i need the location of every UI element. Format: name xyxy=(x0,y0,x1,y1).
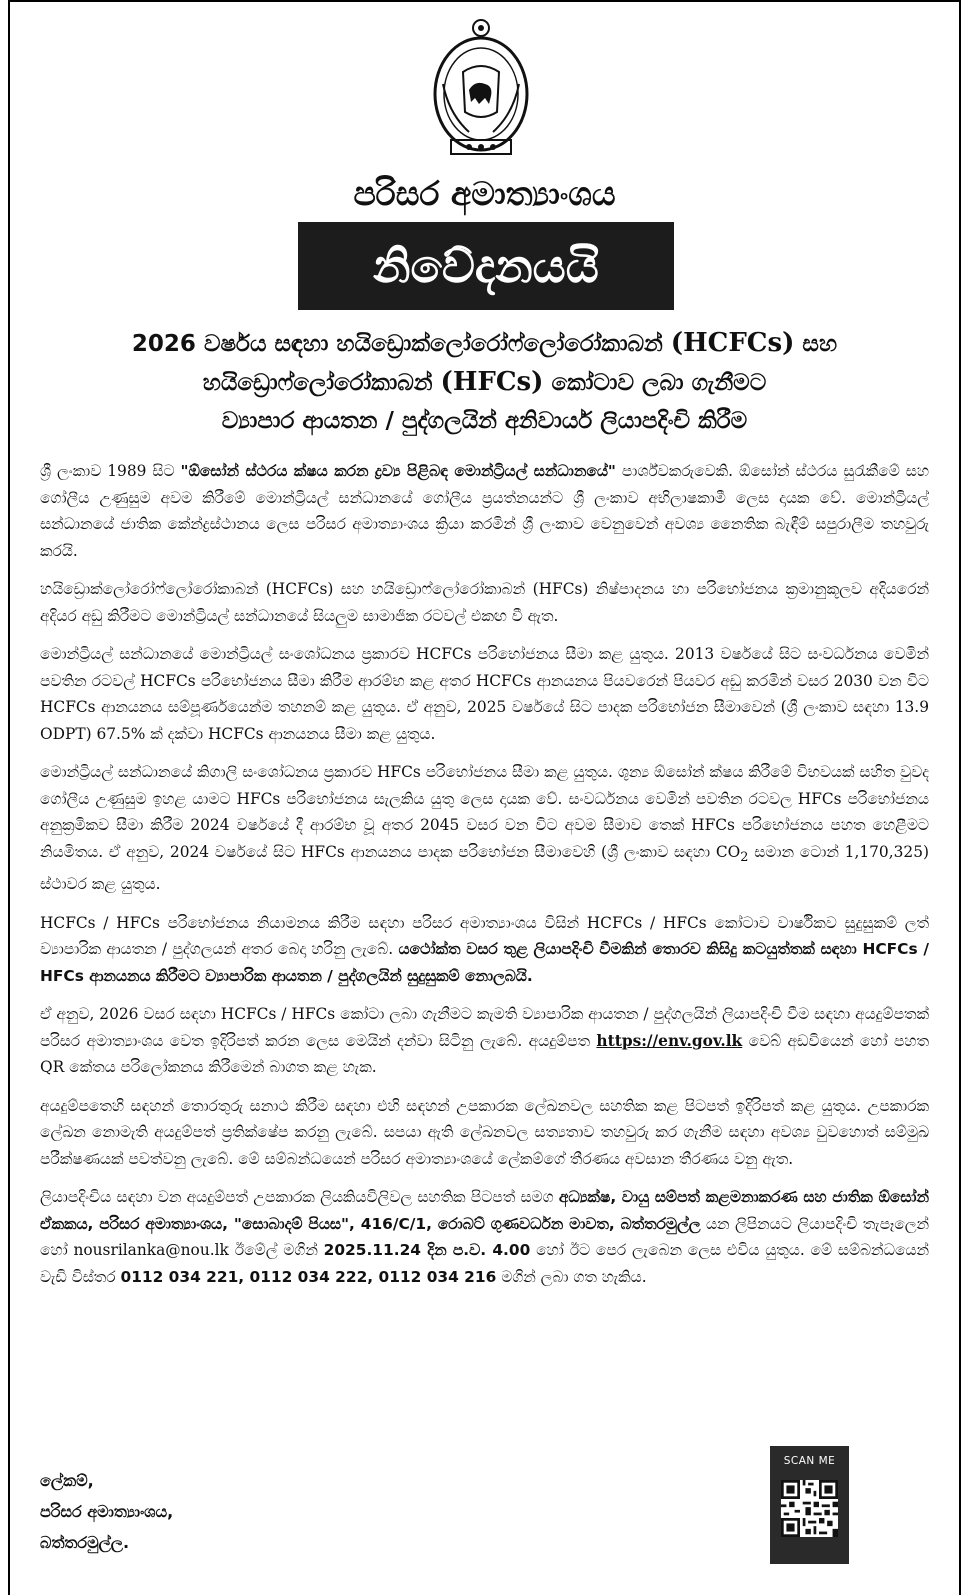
signature-location: බත්තරමුල්ල. xyxy=(40,1533,130,1552)
paragraph-2: හයිඩ්‍රොක්ලෝරෝෆ්ලෝරෝකාබන් (HCFCs) සහ හයිඩ්‍රොෆ්ලෝරෝකාබන් (HFCs) නිෂ්පාදනය හා පරිභෝජනය ක්‍රමානුකූලව අදියරෙන් අදියර අඩු කිරීමට මොන්ට්‍රියල් සන්ධානයේ සියලුම සාමාජික රටවල් එකඟ වී ඇත. xyxy=(40,580,929,625)
qr-code-icon xyxy=(781,1480,838,1537)
notice-banner: නිවේදනයයි xyxy=(298,222,674,310)
national-emblem-icon xyxy=(429,14,533,162)
signature-ministry: පරිසර අමාත්‍යාංශය, xyxy=(40,1502,174,1521)
headline-line-1: 2026 වර්ෂය සඳහා හයිඩ්‍රොක්ලෝරෝෆ්ලෝරෝකාබන් (HCFCs) සහ xyxy=(131,328,838,358)
paragraph-3: මොන්ට්‍රියල් සන්ධානයේ මොන්ට්‍රියල් සංශෝධනය ප්‍රකාරව HCFCs පරිභෝජනය සීමා කළ යුතුය. 2013 වර්ෂයේ සිට සංවර්ධනය වෙමින් පවතින රටවල් HCFCs පරිභෝජනය සීමා කිරීම ආරම්භ කළ අතර HCFCs ආනයනය පියවරෙන් පියවර අඩු කරමින් වසර 2030 වන විට HCFCs ආනයනය සම්පූර්ණයෙන්ම තහනම් කළ යුතුය. ඒ අනුව, 2025 වර්ෂයේ සිට පාදක පරිභෝජන සීමාවෙන් (ශ්‍රී ලංකාව සඳහා 13.9 ODPT) 67.5% ක් දක්වා HCFCs ආනයනය සීමා කළ යුතුය. xyxy=(40,645,929,743)
paragraph-7: අයදුම්පතෙහි සඳහන් තොරතුරු සනාථ කිරීම සඳහා එහි සඳහන් උපකාරක ලේඛනවල සහතික කළ පිටපත් ඉදිරිපත් කළ යුතුය. උපකාරක ලේඛන නොමැති අයදුම්පත් ප්‍රතික්ෂේප කරනු ලැබේ. සපයා ඇති ලේඛනවල සත්‍යතාව තහවුරු කර ගැනීම සඳහා අවශ්‍ය වුවහොත් සම්මුඛ පරීක්ෂණයක් පවත්වනු ලැබේ. මේ සම්බන්ධයෙන් පරිසර අමාත්‍යාංශයේ ලේකම්ගේ තීරණය අවසාන තීරණය වනු ඇත. xyxy=(40,1096,929,1168)
notice-page xyxy=(8,0,961,1595)
headline-line-3: ව්‍යාපාර ආයතන / පුද්ගලයින් අනිවාර්ය ලියාපදිංචි කිරීම xyxy=(221,408,748,434)
website-link[interactable]: https://env.gov.lk xyxy=(596,1031,743,1050)
qr-box[interactable] xyxy=(770,1446,849,1564)
qr-label: SCAN ME xyxy=(783,1455,836,1467)
notice-headline xyxy=(50,324,919,440)
headline-line-2: හයිඩ්‍රොෆ්ලෝරෝකාබන් (HFCs) කෝටාව ලබා ගැනීමට xyxy=(202,367,767,397)
notice-body xyxy=(40,458,929,1302)
ministry-name: පරිසර අමාත්‍යාංශය xyxy=(353,174,616,213)
paragraph-4: මොන්ට්‍රියල් සන්ධානයේ කිගාලි සංශෝධනය ප්‍රකාරව HFCs පරිභෝජනය සීමා කළ යුතුය. ශුන්‍ය ඕසෝන් ක්ෂය කිරීමේ විභවයක් සහිත වුවද ගෝලීය උණුසුම ඉහළ යාමට HFCs පරිභෝජනය සැලකිය යුතු ලෙස දායක වේ. සංවර්ධනය වෙමින් පවතින රටවල HFCs පරිභෝජනය අනුක්‍රමිකව සීමා කිරීම 2024 වර්ෂයේ දී ආරම්භ වූ අතර 2045 වසර වන විට අවම සීමාව තෙක් HFCs පරිභෝජනය පහත හෙළීමට නියමිතය. ඒ අනුව, 2024 වර්ෂයේ සිට HFCs ආනයනය පාදක පරිභෝජන සීමාවෙහි (ශ්‍රී ලංකාව සඳහා $CO_2$ සමාන ටොන් 1,170,325) ස්ථාවර කළ යුතුය. xyxy=(40,763,929,894)
paragraph-8: ලියාපදිංචිය සඳහා වන අයදුම්පත් උපකාරක ලියකියවිලිවල සහතික පිටපත් සමග අධ්‍යක්ෂ, වායු සම්පත් කළමනාකරණ සහ ජාතික ඕසෝන් ඒකකය, පරිසර අමාත්‍යාංශය, "සොබාදම් පියස", 416/C/1, රොබට් ගුණවර්ධන මාවත, බත්තරමුල්ල යන ලිපිනයට ලියාපදිංචි තැපෑලෙන් හෝ nousrilanka@nou.lk ඊමේල් මගින් 2025.11.24 දින ප.ව. 4.00 හෝ ඊට පෙර ලැබෙන ලෙස එවිය යුතුය. මේ සම්බන්ධයෙන් වැඩි විස්තර 0112 034 221, 0112 034 222, 0112 034 216 මගින් ලබා ගත හැකිය. xyxy=(40,1188,930,1286)
paragraph-6: ඒ අනුව, 2026 වසර සඳහා HCFCs / HFCs කෝටා ලබා ගැනීමට කැමති ව්‍යාපාරික ආයතන / පුද්ගලයින් ලියාපදිංචි වීම සඳහා අයදුම්පතක් පරිසර අමාත්‍යාංශය වෙත ඉදිරිපත් කරන ලෙස මෙයින් දන්වා සිටිනු ලැබේ. අයදුම්පත https://env.gov.lk වෙබ් අඩවියෙන් හෝ පහත QR කේතය පරිලෝකනය කිරීමෙන් බාගත කළ හැක. xyxy=(40,1005,929,1077)
signature-title: ලේකම්, xyxy=(40,1471,94,1490)
paragraph-1: ශ්‍රී ලංකාව 1989 සිට "ඕසෝන් ස්ථරය ක්ෂය කරන ද්‍රව්‍ය පිළිබඳ මොන්ට්‍රියල් සන්ධානයේ" පාර්ශ්වකරුවෙකි. ඕසෝන් ස්ථරය සුරැකීමේ සහ ගෝලීය උණුසුම අවම කිරීමේ මොන්ට්‍රියල් සන්ධානයේ ගෝලීය ප්‍රයත්නයන්ට ශ්‍රී ලංකාව අභිලාෂකාමී ලෙස දායක වේ. මොන්ට්‍රියල් සන්ධානයේ ජාතික කේන්ද්‍රස්ථානය ලෙස පරිසර අමාත්‍යාංශය ක්‍රියා කරමින් ශ්‍රී ලංකාව වෙනුවෙන් අවශ්‍ය නෛතික බැඳීම් සපුරාලීම තහවුරු කරයි. xyxy=(40,462,929,560)
paragraph-5: HCFCs / HFCs පරිභෝජනය නියාමනය කිරීම සඳහා පරිසර අමාත්‍යාංශය විසින් HCFCs / HFCs කෝටාව වාර්ෂිකව සුදුසුකම් ලත් ව්‍යාපාරික ආයතන / පුද්ගලයන් අතර බෙදා හරිනු ලැබේ. යථෝක්ත වසර තුළ ලියාපදිංචි වීමකින් තොරව කිසිදු කටයුත්තක් සඳහා HCFCs / HFCs ආනයනය කිරීමට ව්‍යාපාරික ආයතන / පුද්ගලයින් සුදුසුකම් නොලබයි. xyxy=(40,913,930,985)
signature-block xyxy=(40,1465,173,1558)
